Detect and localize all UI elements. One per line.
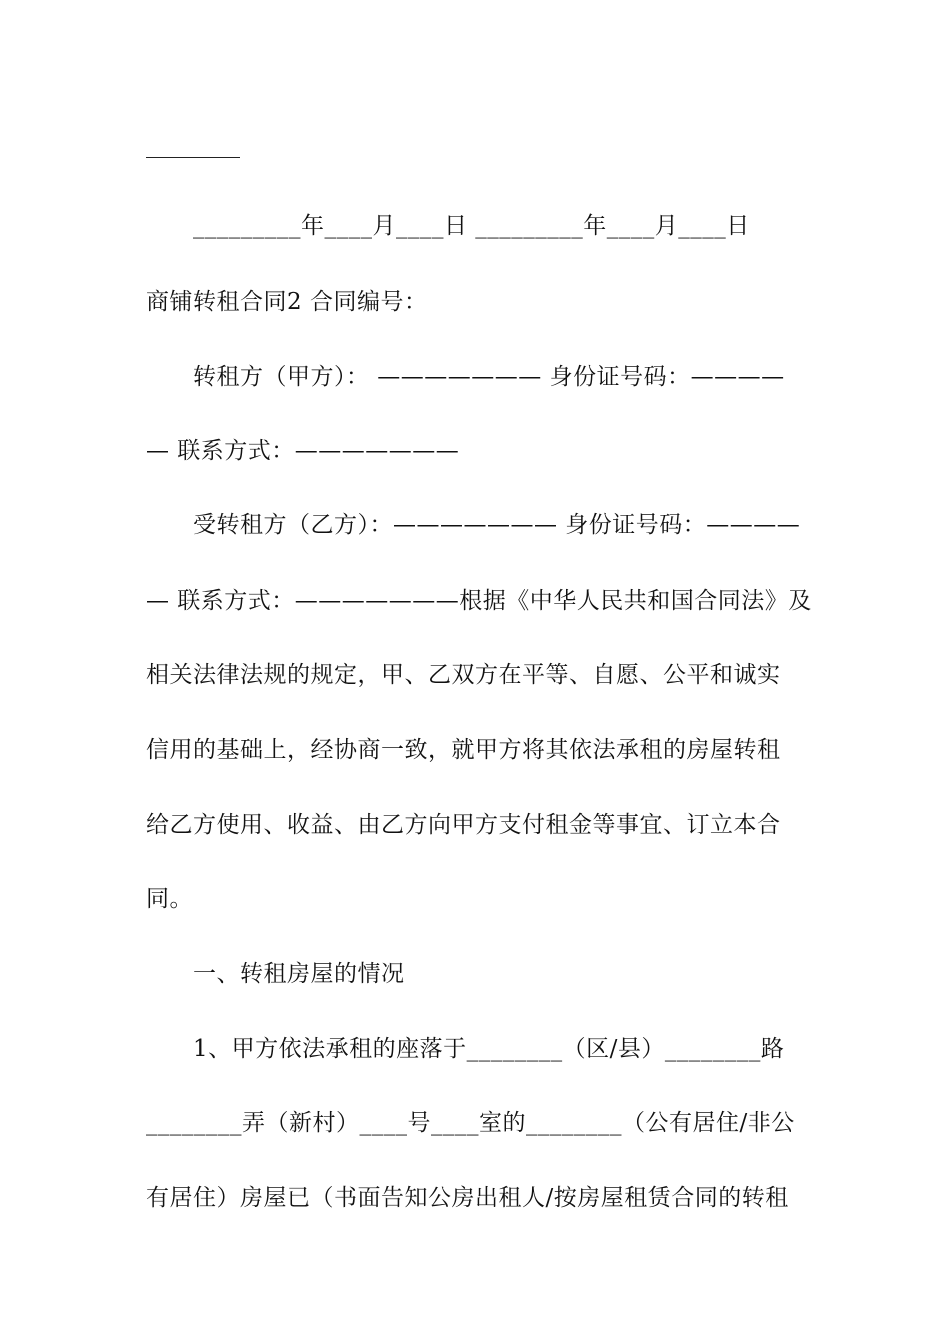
paragraph-line-3: 相关法律法规的规定，甲、乙双方在平等、自愿、公平和诚实 bbox=[146, 662, 781, 688]
top-fill-line bbox=[146, 157, 240, 158]
party-a-line-1: 转租方（甲方）： ——————— 身份证号码：———— bbox=[193, 364, 785, 390]
paragraph-line-5: 给乙方使用、收益、由乙方向甲方支付租金等事宜、订立本合 bbox=[146, 812, 781, 838]
item-1-line-1: 1、甲方依法承租的座落于________（区/县）________路 bbox=[193, 1036, 785, 1062]
party-a-line-2: — 联系方式：——————— bbox=[146, 438, 460, 464]
paragraph-line-4: 信用的基础上，经协商一致，就甲方将其依法承租的房屋转租 bbox=[146, 737, 781, 763]
date-line: _________年____月____日 _________年____月____日 bbox=[193, 213, 750, 239]
title-line: 商铺转租合同2 合同编号： bbox=[146, 289, 428, 315]
party-b-line-1: 受转租方（乙方）：——————— 身份证号码：———— bbox=[193, 512, 801, 538]
party-b-line-2: — 联系方式：———————根据《中华人民共和国合同法》及 bbox=[146, 588, 812, 614]
section-1-heading: 一、转租房屋的情况 bbox=[193, 961, 405, 987]
item-1-line-3: 有居住）房屋已（书面告知公房出租人/按房屋租赁合同的转租 bbox=[146, 1185, 789, 1211]
item-1-line-2: ________弄（新村）____号____室的________（公有居住/非公 bbox=[146, 1110, 795, 1136]
paragraph-line-6: 同。 bbox=[146, 886, 193, 912]
